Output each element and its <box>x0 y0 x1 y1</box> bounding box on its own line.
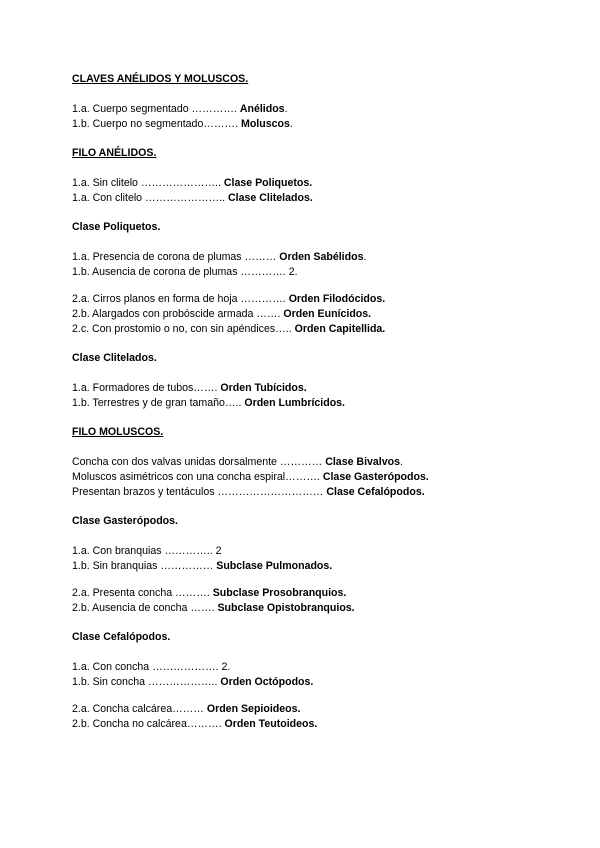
key-line <box>72 250 542 265</box>
heading-clase-poliquetos: Clase Poliquetos. <box>72 221 161 233</box>
key-line <box>72 675 542 690</box>
key-line-text: 2.b. Concha no calcárea………. <box>72 718 225 730</box>
key-line-taxon: Orden Filodócidos. <box>288 293 386 305</box>
key-line <box>72 117 542 132</box>
key-line <box>72 470 542 485</box>
key-line-text: 1.b. Sin branquias …………… <box>72 560 217 572</box>
key-line <box>72 307 542 322</box>
key-line-taxon: Clase Poliquetos. <box>223 177 313 189</box>
key-line-taxon: Clase Bivalvos <box>325 456 400 468</box>
key-line-text: 2.c. Con prostomio o no, con sin apéndices….. <box>72 323 295 335</box>
document-title: CLAVES ANÉLIDOS Y MOLUSCOS. <box>72 73 249 85</box>
section-title-filo-moluscos: FILO MOLUSCOS. <box>72 426 164 438</box>
key-line <box>72 102 542 117</box>
filo-moluscos-key <box>72 455 542 500</box>
key-line-text: 2.b. Ausencia de concha ……. <box>72 602 218 614</box>
key-line-tail: . <box>289 118 293 130</box>
section-title-filo-anelidos: FILO ANÉLIDOS. <box>72 147 157 159</box>
key-line-text: 1.a. Con clitelo ………………….. <box>72 192 229 204</box>
key-line <box>72 322 542 337</box>
key-line-text: 1.a. Presencia de corona de plumas ……… <box>72 251 280 263</box>
key-line-text: Moluscos asimétricos con una concha espiral………. <box>72 471 323 483</box>
key-line-text: 1.a. Con branquias ………….. 2 <box>72 545 222 557</box>
key-line-taxon: Orden Teutoideos. <box>224 718 318 730</box>
key-line-taxon: Clase Gasterópodos. <box>322 471 429 483</box>
key-line <box>72 292 542 307</box>
key-line-taxon: Clase Clitelados. <box>228 192 313 204</box>
key-line-tail: . <box>400 456 403 468</box>
intro-key <box>72 102 542 132</box>
key-line-taxon: Orden Octópodos. <box>220 676 314 688</box>
key-line-text: 2.a. Cirros planos en forma de hoja …………. <box>72 293 289 305</box>
key-line-taxon: Subclase Opistobranquios. <box>217 602 355 614</box>
key-line-text: 1.b. Cuerpo no segmentado………. <box>72 118 242 130</box>
key-line-taxon: Clase Cefalópodos. <box>326 486 425 498</box>
key-line-text: 2.a. Concha calcárea……… <box>72 703 207 715</box>
key-line-taxon: Orden Tubícidos. <box>220 382 307 394</box>
key-line-text: 1.a. Cuerpo segmentado …………. <box>72 103 240 115</box>
key-line-text: Presentan brazos y tentáculos ………………………… <box>72 486 327 498</box>
key-line <box>72 601 542 616</box>
key-line <box>72 586 542 601</box>
key-line-taxon: Subclase Prosobranquios. <box>212 587 347 599</box>
key-line <box>72 455 542 470</box>
key-line <box>72 381 542 396</box>
key-line-taxon: Subclase Pulmonados. <box>216 560 333 572</box>
key-line-taxon: Orden Eunícidos. <box>283 308 372 320</box>
gasteropodos-key-2 <box>72 586 542 616</box>
key-line <box>72 702 542 717</box>
key-line <box>72 559 542 574</box>
key-line <box>72 717 542 732</box>
key-line <box>72 544 542 559</box>
key-line-tail: . <box>363 251 367 263</box>
key-line-text: 1.a. Formadores de tubos……. <box>72 382 221 394</box>
poliquetos-key-1 <box>72 250 542 280</box>
key-line-text: Concha con dos valvas unidas dorsalmente ………… <box>72 456 326 468</box>
key-line <box>72 176 542 191</box>
clitelados-key <box>72 381 542 411</box>
key-line <box>72 191 542 206</box>
heading-clase-cefalopodos: Clase Cefalópodos. <box>72 631 171 643</box>
cefalopodos-key-1 <box>72 660 542 690</box>
key-line-text: 1.b. Sin concha ……………….. <box>72 676 221 688</box>
key-line-tail: . <box>284 103 288 115</box>
key-line-taxon: Anélidos <box>239 103 285 115</box>
heading-clase-clitelados: Clase Clitelados. <box>72 352 157 364</box>
key-line-text: 2.b. Alargados con probóscide armada ……. <box>72 308 284 320</box>
key-line-taxon: Orden Sepioideos. <box>206 703 301 715</box>
cefalopodos-key-2 <box>72 702 542 732</box>
document-content <box>72 72 542 732</box>
key-line-taxon: Orden Sabélidos <box>279 251 364 263</box>
poliquetos-key-2 <box>72 292 542 337</box>
key-line-text: 1.a. Con concha ………………. 2. <box>72 661 231 673</box>
key-line-taxon: Orden Capitellida. <box>294 323 386 335</box>
key-line-text: 2.a. Presenta concha ………. <box>72 587 213 599</box>
key-line-taxon: Orden Lumbrícidos. <box>244 397 345 409</box>
heading-clase-gasteropodos: Clase Gasterópodos. <box>72 515 178 527</box>
gasteropodos-key-1 <box>72 544 542 574</box>
key-line <box>72 265 542 280</box>
key-line <box>72 485 542 500</box>
key-line-taxon: Moluscos <box>241 118 290 130</box>
key-line <box>72 660 542 675</box>
filo-anelidos-key <box>72 176 542 206</box>
key-line-text: 1.a. Sin clitelo ………………….. <box>72 177 224 189</box>
key-line <box>72 396 542 411</box>
key-line-text: 1.b. Ausencia de corona de plumas …………. 2. <box>72 266 298 278</box>
key-line-text: 1.b. Terrestres y de gran tamaño….. <box>72 397 245 409</box>
